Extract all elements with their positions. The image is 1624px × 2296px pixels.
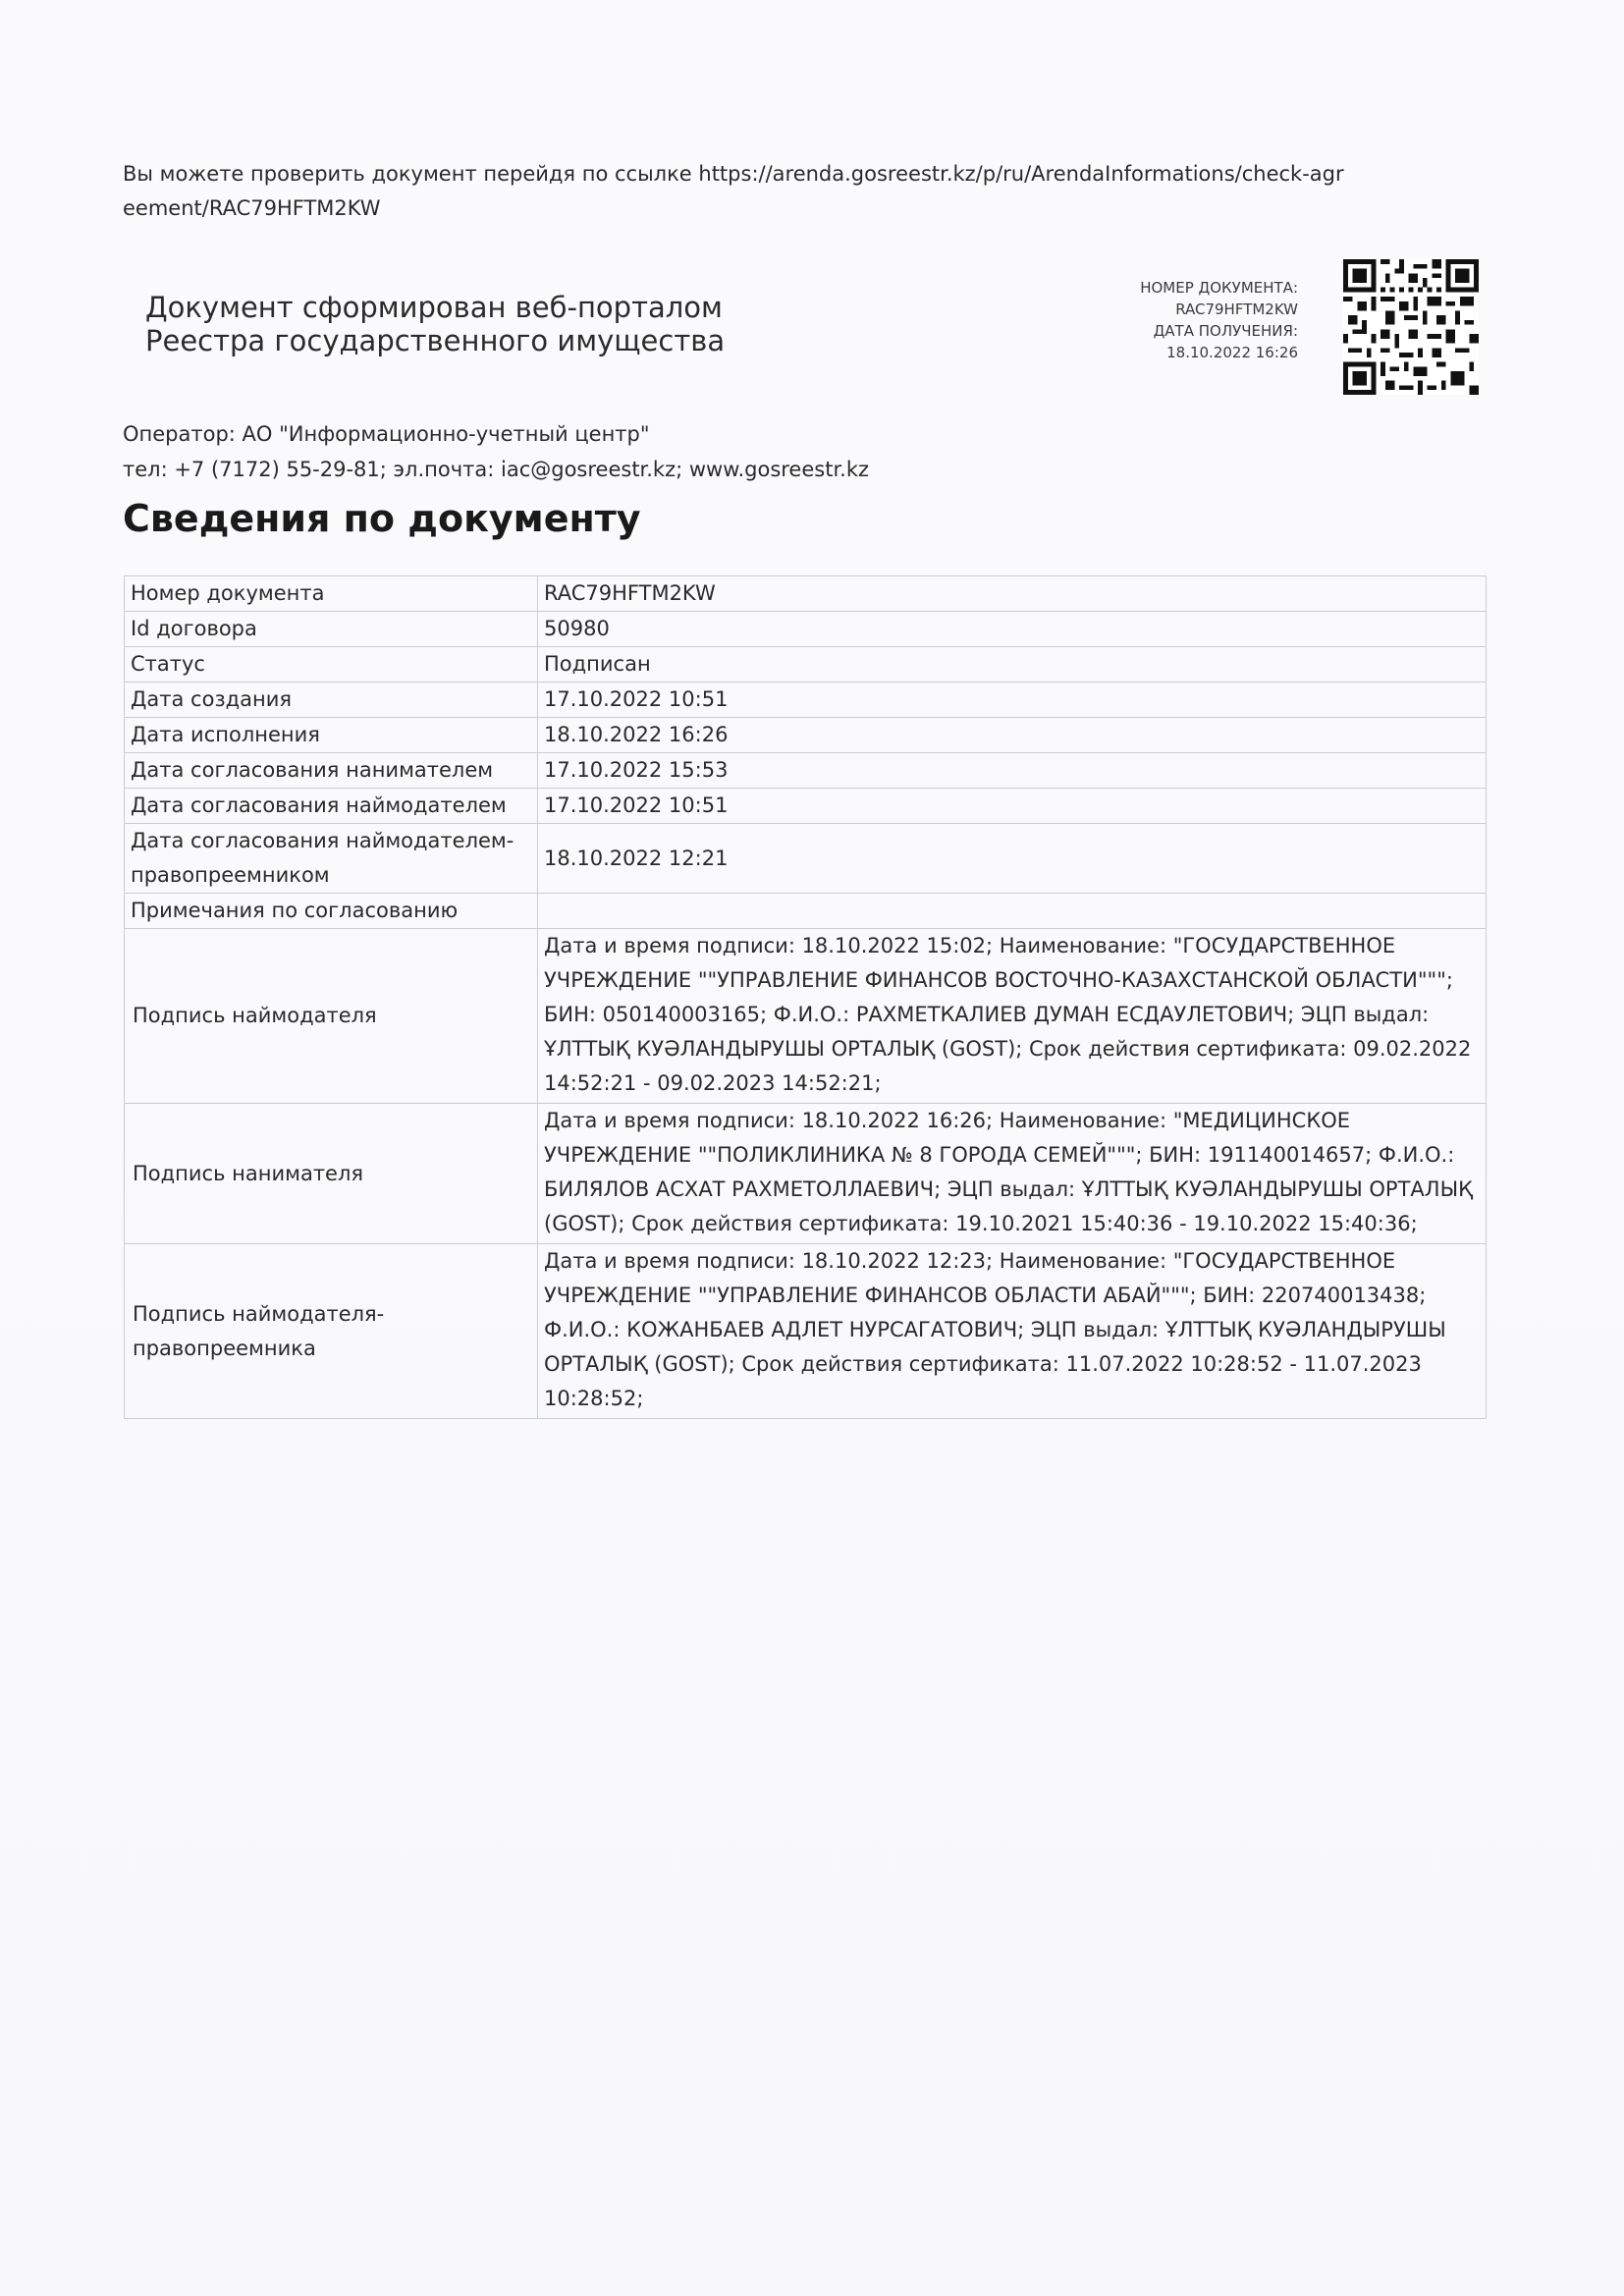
row-label: Номер документа	[125, 576, 538, 612]
table-row	[125, 929, 1487, 1104]
row-label: Подпись нанимателя	[125, 1104, 538, 1244]
contacts-line: тел: +7 (7172) 55-29-81; эл.почта: iac@gosreestr.kz; www.gosreestr.kz	[123, 458, 870, 481]
row-value: Подписан	[538, 647, 1487, 683]
portal-title	[145, 291, 725, 357]
document-info-table	[124, 575, 1487, 1419]
operator-info	[123, 416, 869, 487]
row-value: 17.10.2022 15:53	[538, 753, 1487, 789]
row-label: Дата создания	[125, 683, 538, 718]
table-row	[125, 789, 1487, 824]
table-row	[125, 1104, 1487, 1244]
row-label: Статус	[125, 647, 538, 683]
document-meta	[1140, 277, 1298, 363]
row-label: Дата согласования нанимателем	[125, 753, 538, 789]
row-value: Дата и время подписи: 18.10.2022 15:02; Наименование: "ГОСУДАРСТВЕННОЕ УЧРЕЖДЕНИЕ ""УПРАВЛЕНИЕ ФИНАНСОВ ВОСТОЧНО-КАЗАХСТАНСКОЙ ОБЛАСТИ"""; БИН: 050140003165; Ф.И.О.: РАХМЕТКАЛИЕВ ДУМАН ЕСДАУЛЕТОВИЧ; ЭЦП выдал: ҰЛТТЫҚ КУӘЛАНДЫРУШЫ ОРТАЛЫҚ (GOST); Срок действия сертификата: 09.02.2022 14:52:21 - 09.02.2023 14:52:21;	[538, 929, 1487, 1104]
row-label: Подпись наймодателя-правопреемника	[125, 1244, 538, 1419]
row-value: Дата и время подписи: 18.10.2022 12:23; Наименование: "ГОСУДАРСТВЕННОЕ УЧРЕЖДЕНИЕ ""УПРАВЛЕНИЕ ФИНАНСОВ ОБЛАСТИ АБАЙ"""; БИН: 220740013438; Ф.И.О.: КОЖАНБАЕВ АДЛЕТ НУРСАГАТОВИЧ; ЭЦП выдал: ҰЛТТЫҚ КУӘЛАНДЫРУШЫ ОРТАЛЫҚ (GOST); Срок действия сертификата: 11.07.2022 10:28:52 - 11.07.2023 10:28:52;	[538, 1244, 1487, 1419]
table-row	[125, 647, 1487, 683]
portal-title-line1: Документ сформирован веб-порталом	[145, 291, 723, 324]
table-row	[125, 718, 1487, 753]
qr-code-icon	[1343, 259, 1479, 395]
table-row	[125, 753, 1487, 789]
row-value: 18.10.2022 16:26	[538, 718, 1487, 753]
received-label: ДАТА ПОЛУЧЕНИЯ:	[1153, 322, 1298, 340]
row-value: 17.10.2022 10:51	[538, 683, 1487, 718]
row-label: Подпись наймодателя	[125, 929, 538, 1104]
doc-number-value: RAC79HFTM2KW	[1175, 301, 1298, 318]
portal-title-line2: Реестра государственного имущества	[145, 324, 726, 357]
row-value: 50980	[538, 612, 1487, 647]
row-label: Дата согласования наймодателем	[125, 789, 538, 824]
row-value: Дата и время подписи: 18.10.2022 16:26; Наименование: "МЕДИЦИНСКОЕ УЧРЕЖДЕНИЕ ""ПОЛИКЛИНИКА № 8 ГОРОДА СЕМЕЙ"""; БИН: 191140014657; Ф.И.О.: БИЛЯЛОВ АСХАТ РАХМЕТОЛЛАЕВИЧ; ЭЦП выдал: ҰЛТТЫҚ КУӘЛАНДЫРУШЫ ОРТАЛЫҚ (GOST); Срок действия сертификата: 19.10.2021 15:40:36 - 19.10.2022 15:40:36;	[538, 1104, 1487, 1244]
row-label: Дата исполнения	[125, 718, 538, 753]
row-value: 17.10.2022 10:51	[538, 789, 1487, 824]
table-row	[125, 576, 1487, 612]
table-row	[125, 683, 1487, 718]
row-value: 18.10.2022 12:21	[538, 824, 1487, 894]
section-title: Сведения по документу	[123, 497, 641, 540]
received-value: 18.10.2022 16:26	[1166, 344, 1298, 361]
table-row	[125, 824, 1487, 894]
row-label: Id договора	[125, 612, 538, 647]
operator-line: Оператор: АО "Информационно-учетный центр"	[123, 422, 650, 446]
verify-note	[123, 157, 1350, 226]
row-label: Дата согласования наймодателем-правопреемником	[125, 824, 538, 894]
row-label: Примечания по согласованию	[125, 894, 538, 929]
verify-link[interactable]: https://arenda.gosreestr.kz/p/ru/ArendaInformations/check-agreement/RAC79HFTM2KW	[123, 162, 1344, 220]
row-value: RAC79HFTM2KW	[538, 576, 1487, 612]
row-value	[538, 894, 1487, 929]
verify-prefix: Вы можете проверить документ перейдя по ссылке	[123, 162, 692, 186]
table-row	[125, 612, 1487, 647]
doc-number-label: НОМЕР ДОКУМЕНТА:	[1140, 279, 1298, 297]
table-row	[125, 1244, 1487, 1419]
table-row	[125, 894, 1487, 929]
